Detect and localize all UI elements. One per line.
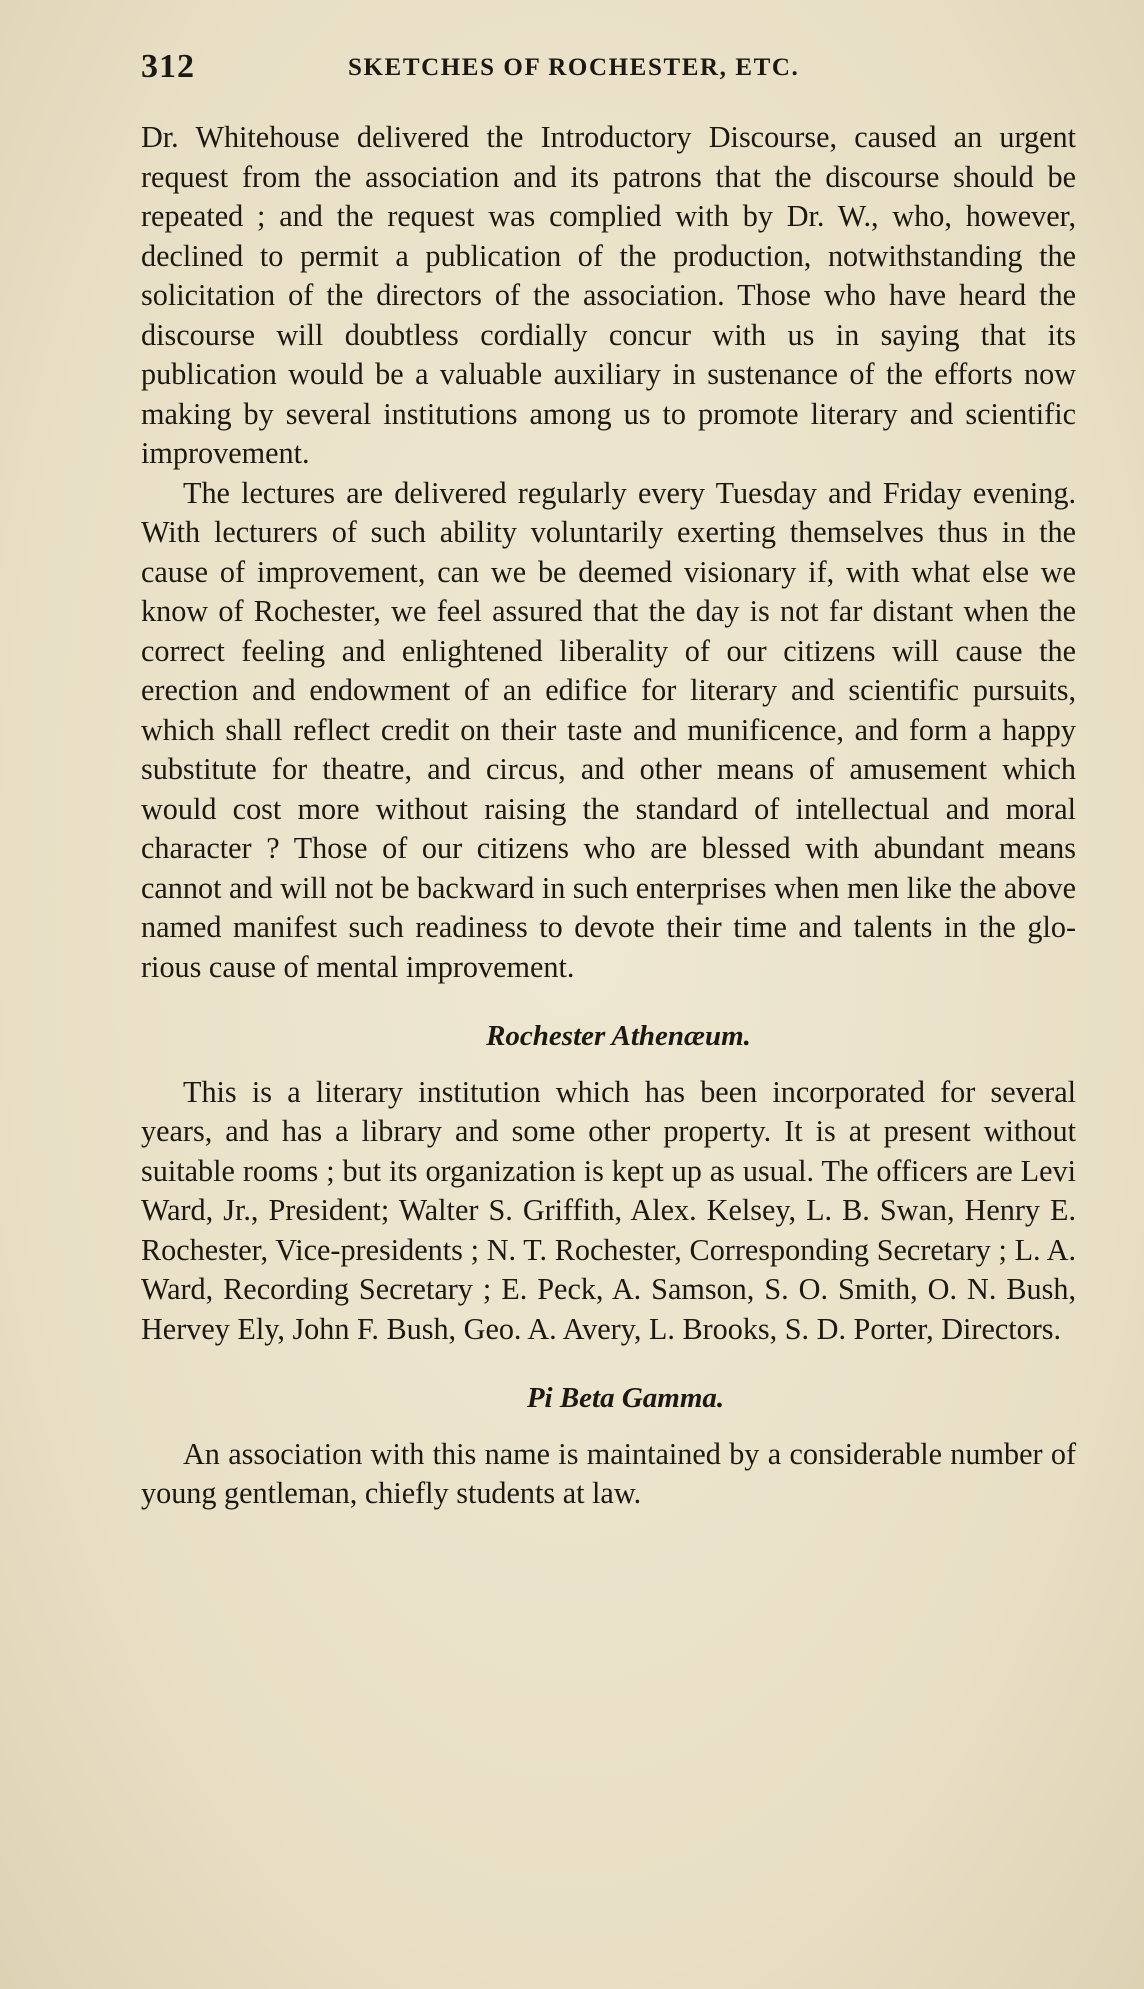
heading-rochester-athenaeum: Rochester Athenæum. — [486, 1020, 751, 1052]
page-number: 312 — [141, 48, 195, 85]
paragraph-whitehouse-discourse: Dr. Whitehouse delivered the Introductory Discourse, caused an urgent request from the association and its patrons that the discourse should be repeated ; and the request was complied with by Dr. W., who, however, declined to permit a publication of the production, notwithstanding the solicitation of the directors of the association. Those who have heard the discourse will doubtless cordially concur with us in saying that its publication would be a valuable auxiliary in sustenance of the efforts now making by several institutions among us to promote literary and scientific improvement. — [141, 120, 1076, 470]
paragraph-pi-beta-gamma: An association with this name is maintained by a considerable number of young gentleman, chiefly students at law. — [141, 1436, 1076, 1510]
running-head: SKETCHES OF ROCHESTER, ETC. — [348, 54, 800, 81]
heading-pi-beta-gamma: Pi Beta Gamma. — [526, 1382, 725, 1414]
body-text — [141, 118, 1076, 1514]
paragraph-athenaeum: This is a literary institution which has been incorporated for several years, and has a library and some other property. It is at present without suitable rooms ; but its organization is kept up as usual. The officers are Levi Ward, Jr., President; Walter S. Griffith, Alex. Kelsey, L. B. Swan, Henry E. Rochester, Vice-presidents ; N. T. Rochester, Corresponding Secretary ; L. A. Ward, Recording Secretary ; E. Peck, A. Samson, S. O. Smith, O. N. Bush, Hervey Ely, John F. Bush, Geo. A. Avery, L. Brooks, S. D. Porter, Directors. — [141, 1074, 1076, 1346]
paragraph-lectures: The lectures are delivered regularly every Tuesday and Friday evening. With lecturers of such ability voluntarily exerting themselves thus in the cause of improvement, can we be deemed visionary if, with what else we know of Rochester, we feel assured that the day is not far distant when the correct feeling and enlightened liberality of our citizens will cause the erection and endowment of an edifice for literary and scientific pursuits, which shall reflect credit on their taste and munificence, and form a happy substitute for theatre, and circus, and other means of amusement which would cost more without raising the standard of intellectual and moral character ? Those of our citizens who are blessed with abundant means cannot and will not be backward in such enterprises when men like the above named manifest such readiness to devote their time and talents in the glorious cause of mental improvement. — [141, 475, 1076, 984]
page-header — [141, 42, 1076, 94]
